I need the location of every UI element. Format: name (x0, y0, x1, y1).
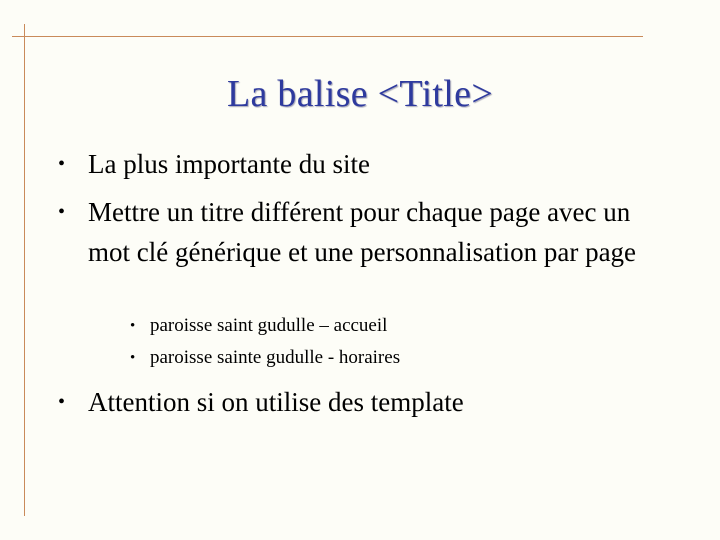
bullet-dot: • (58, 153, 66, 175)
sub-bullet-item-1 (130, 310, 690, 342)
sub-bullet-text: paroisse sainte gudulle - horaires (150, 347, 401, 368)
sub-bullet-item-2 (130, 342, 690, 374)
sub-bullet-dot: • (130, 318, 136, 334)
sub-bullet-text: paroisse saint gudulle – accueil (150, 315, 388, 336)
bullet-text: Attention si on utilise des template (88, 387, 464, 417)
sub-bullet-dot: • (130, 350, 136, 366)
top-rule (12, 36, 643, 37)
bullet-text: La plus importante du site (88, 149, 370, 179)
bullet-item-2 (58, 192, 658, 272)
slide-title: La balise <Title> (226, 73, 494, 115)
bullet-item-1 (58, 144, 698, 184)
bullet-text: Mettre un titre différent pour chaque page avec un mot clé générique et une personnalisation par page (88, 197, 637, 267)
bullet-dot: • (58, 201, 66, 223)
bullet-item-3 (58, 382, 698, 422)
bullet-dot: • (58, 391, 66, 413)
